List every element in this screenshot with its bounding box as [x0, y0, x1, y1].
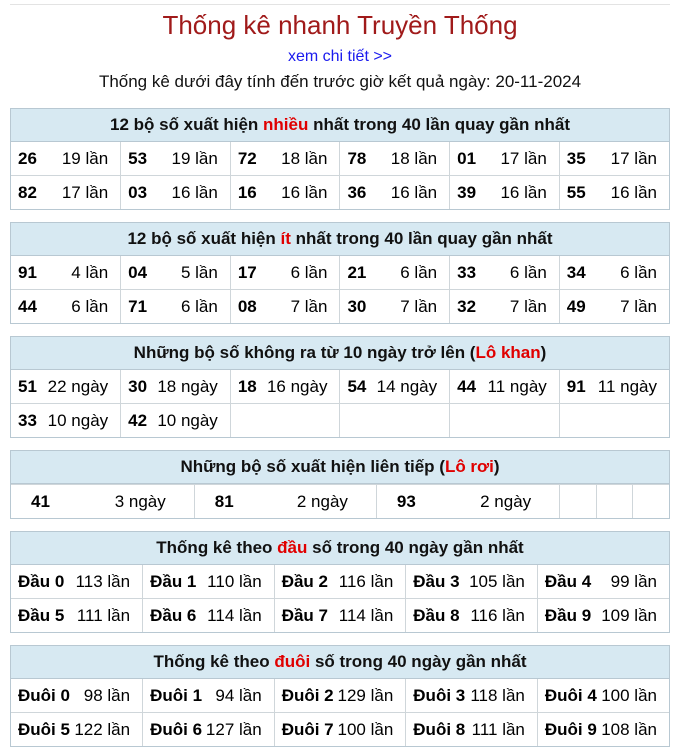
number-cell [230, 256, 340, 290]
number-cell-label: 53 [128, 148, 148, 168]
number-cell-count: 17 lần [610, 148, 657, 168]
lo-roi-cell-label: 41 [31, 491, 50, 511]
dau-cell-label: Đầu 0 [18, 571, 65, 591]
duoi-cell-count: 98 lần [83, 685, 131, 705]
dau-cell [11, 565, 143, 599]
dau-cell [406, 565, 538, 599]
duoi-cell-label: Đuôi 5 [18, 719, 70, 739]
lo-khan-cell-label: 54 [347, 376, 367, 396]
number-cell [11, 176, 121, 210]
number-cell-label: 33 [457, 262, 477, 282]
dau-cell-count: 116 lần [338, 571, 394, 591]
duoi-cell [406, 679, 538, 713]
number-cell [11, 142, 121, 176]
number-cell [340, 176, 450, 210]
number-cell-count: 7 lần [620, 296, 657, 316]
number-cell-count: 7 lần [400, 296, 438, 316]
page-title: Thống kê nhanh Truyền Thống [162, 10, 518, 40]
number-cell-label: 44 [18, 296, 37, 316]
number-cell [11, 256, 121, 290]
lo-khan-table [11, 370, 669, 437]
table-row [11, 565, 669, 599]
dau-cell-count: 110 lần [207, 571, 262, 591]
dau-cell-label: Đầu 4 [544, 571, 592, 591]
lo-khan-cell-label: 30 [128, 376, 148, 396]
lo-roi-section [10, 450, 670, 519]
duoi-cell [11, 679, 143, 713]
number-cell-count: 16 lần [500, 182, 547, 202]
number-cell [230, 176, 340, 210]
number-cell-count: 5 lần [180, 262, 218, 282]
duoi-cell-label: Đuôi 8 [413, 719, 466, 739]
duoi-cell-label: Đuôi 4 [544, 685, 597, 705]
number-cell [559, 256, 669, 290]
number-cell-count: 6 lần [180, 296, 218, 316]
dau-cell-count: 116 lần [470, 605, 525, 625]
table-row [11, 679, 669, 713]
table-row [11, 256, 669, 290]
detail-link[interactable]: xem chi tiết >> [287, 48, 393, 65]
number-cell-count: 6 lần [400, 262, 438, 282]
duoi-cell-count: 108 lần [601, 719, 657, 739]
number-cell-count: 17 lần [500, 148, 547, 168]
duoi-cell-count: 122 lần [74, 719, 131, 739]
duoi-cell-count: 94 lần [215, 685, 262, 705]
lo-khan-header: Những bộ số không ra từ 10 ngày trở lên (Lô khan) [11, 337, 669, 370]
lo-khan-cell [11, 404, 121, 438]
duoi-cell [537, 679, 669, 713]
dau-cell [11, 599, 143, 633]
number-cell-count: 6 lần [71, 296, 109, 316]
dau-cell-label: Đầu 1 [150, 571, 197, 591]
lo-roi-cell [376, 485, 559, 519]
least-frequent-section [10, 222, 670, 324]
dau-cell-count: 109 lần [601, 605, 657, 625]
duoi-cell-label: Đuôi 2 [281, 685, 334, 705]
dau-cell-count: 105 lần [469, 571, 525, 591]
duoi-cell [143, 679, 275, 713]
number-cell [340, 256, 450, 290]
number-cell-count: 16 lần [390, 182, 438, 202]
number-cell [121, 290, 231, 324]
most-frequent-section [10, 108, 670, 210]
empty-cell [596, 485, 632, 519]
dau-cell [274, 599, 406, 633]
number-cell-count: 16 lần [281, 182, 328, 202]
number-cell-count: 16 lần [171, 182, 218, 202]
lo-khan-cell [559, 370, 669, 404]
lo-khan-cell-count: 16 ngày [266, 376, 328, 396]
lo-khan-cell [230, 370, 340, 404]
number-cell-label: 17 [237, 262, 257, 282]
page-subtitle: Thống kê dưới đây tính đến trước giờ kết quả ngày: 20-11-2024 [98, 72, 582, 91]
lo-khan-cell [450, 370, 560, 404]
number-cell-label: 32 [457, 296, 477, 316]
dau-cell [143, 599, 275, 633]
lo-roi-cell-count: 3 ngày [114, 491, 166, 511]
duoi-cell-label: Đuôi 1 [150, 685, 203, 705]
duoi-cell-label: Đuôi 0 [18, 685, 70, 705]
number-cell-label: 49 [566, 296, 586, 316]
number-cell-count: 6 lần [509, 262, 547, 282]
number-cell [11, 290, 121, 324]
dau-cell-label: Đầu 6 [150, 605, 197, 625]
number-cell-label: 91 [18, 262, 37, 282]
table-row [11, 404, 669, 438]
lo-khan-cell-count: 22 ngày [47, 376, 109, 396]
number-cell [121, 256, 231, 290]
dau-stats-table [11, 565, 669, 632]
number-cell [230, 290, 340, 324]
lo-khan-cell [121, 404, 231, 438]
dau-cell-count: 113 lần [75, 571, 131, 591]
dau-cell-label: Đầu 8 [413, 605, 460, 625]
dau-stats-header: Thống kê theo đầu số trong 40 ngày gần nhất [11, 532, 669, 565]
lo-khan-cell-count: 10 ngày [157, 410, 218, 430]
table-row [11, 485, 669, 519]
dau-cell-label: Đầu 7 [281, 605, 328, 625]
table-row [11, 599, 669, 633]
number-cell-label: 16 [237, 182, 257, 202]
table-row [11, 142, 669, 176]
number-cell-label: 21 [347, 262, 367, 282]
number-cell-count: 4 lần [71, 262, 109, 282]
table-row [11, 370, 669, 404]
lo-khan-cell [121, 370, 231, 404]
duoi-cell-label: Đuôi 9 [544, 719, 597, 739]
number-cell-label: 72 [237, 148, 257, 168]
least-frequent-header: 12 bộ số xuất hiện ít nhất trong 40 lần quay gần nhất [11, 223, 669, 256]
dau-cell-count: 114 lần [338, 605, 394, 625]
number-cell-label: 36 [347, 182, 367, 202]
table-row [11, 713, 669, 747]
lo-khan-cell-label: 33 [18, 410, 37, 430]
number-cell-label: 78 [347, 148, 367, 168]
lo-khan-cell [11, 370, 121, 404]
number-cell-count: 19 lần [61, 148, 109, 168]
number-cell-count: 18 lần [390, 148, 438, 168]
number-cell-count: 6 lần [290, 262, 328, 282]
lo-roi-cell-label: 93 [396, 491, 416, 511]
dau-cell-count: 114 lần [207, 605, 262, 625]
lo-roi-cell-count: 2 ngày [480, 491, 532, 511]
number-cell-count: 17 lần [61, 182, 109, 202]
number-cell-count: 18 lần [281, 148, 328, 168]
dau-cell-label: Đầu 3 [413, 571, 460, 591]
table-row [11, 290, 669, 324]
number-cell-label: 30 [347, 296, 367, 316]
lo-khan-cell-count: 18 ngày [157, 376, 218, 396]
number-cell [450, 256, 560, 290]
duoi-cell [537, 713, 669, 747]
duoi-cell [11, 713, 143, 747]
table-row [11, 176, 669, 210]
number-cell [340, 142, 450, 176]
number-cell [450, 142, 560, 176]
lo-roi-cell-label: 81 [214, 491, 234, 511]
duoi-cell-count: 100 lần [601, 685, 657, 705]
number-cell [559, 290, 669, 324]
lo-khan-cell-count: 11 ngày [597, 376, 657, 396]
number-cell-label: 03 [128, 182, 148, 202]
lo-khan-cell-label: 44 [457, 376, 477, 396]
number-cell-label: 08 [237, 296, 257, 316]
number-cell [559, 142, 669, 176]
duoi-cell-count: 129 lần [337, 685, 394, 705]
empty-cell [560, 485, 596, 519]
lo-khan-cell-label: 91 [566, 376, 586, 396]
lo-khan-cell [559, 404, 669, 438]
number-cell-label: 39 [457, 182, 477, 202]
number-cell-label: 01 [457, 148, 477, 168]
duoi-cell [406, 713, 538, 747]
number-cell [450, 176, 560, 210]
number-cell-label: 35 [566, 148, 586, 168]
dau-cell [537, 565, 669, 599]
lo-khan-cell [230, 404, 340, 438]
lo-roi-cell [11, 485, 194, 519]
empty-cell [633, 485, 669, 519]
duoi-stats-section [10, 645, 670, 747]
number-cell-label: 55 [566, 182, 586, 202]
number-cell-label: 34 [566, 262, 586, 282]
dau-cell [537, 599, 669, 633]
dau-stats-section [10, 531, 670, 633]
duoi-cell-count: 111 lần [471, 719, 525, 739]
number-cell-count: 16 lần [610, 182, 657, 202]
dau-cell [274, 565, 406, 599]
number-cell [121, 142, 231, 176]
number-cell-label: 82 [18, 182, 37, 202]
dau-cell-count: 111 lần [76, 605, 131, 625]
lo-khan-cell [450, 404, 560, 438]
dau-cell-label: Đầu 2 [281, 571, 328, 591]
lo-khan-cell-label: 42 [128, 410, 148, 430]
number-cell-count: 6 lần [620, 262, 657, 282]
duoi-cell-count: 118 lần [470, 685, 525, 705]
lo-khan-cell-label: 51 [18, 376, 37, 396]
duoi-cell [274, 679, 406, 713]
dau-cell-count: 99 lần [610, 571, 657, 591]
dau-cell-label: Đầu 9 [544, 605, 592, 625]
number-cell-label: 26 [18, 148, 37, 168]
number-cell [559, 176, 669, 210]
number-cell-count: 7 lần [509, 296, 547, 316]
lo-khan-cell-label: 18 [237, 376, 257, 396]
number-cell-label: 71 [128, 296, 148, 316]
number-cell [121, 176, 231, 210]
lo-khan-section [10, 336, 670, 438]
lo-khan-cell [340, 370, 450, 404]
most-frequent-header: 12 bộ số xuất hiện nhiều nhất trong 40 lần quay gần nhất [11, 109, 669, 142]
number-cell-label: 04 [128, 262, 148, 282]
duoi-cell-count: 127 lần [205, 719, 262, 739]
dau-cell [406, 599, 538, 633]
lo-roi-cell [194, 485, 376, 519]
lo-khan-cell-count: 11 ngày [487, 376, 547, 396]
duoi-cell-label: Đuôi 3 [413, 685, 466, 705]
dau-cell [143, 565, 275, 599]
lo-khan-cell [340, 404, 450, 438]
number-cell [340, 290, 450, 324]
duoi-cell [143, 713, 275, 747]
number-cell [230, 142, 340, 176]
least-frequent-table [11, 256, 669, 323]
number-cell [450, 290, 560, 324]
lo-roi-table [11, 484, 669, 518]
lo-khan-cell-count: 10 ngày [47, 410, 109, 430]
number-cell-count: 7 lần [290, 296, 328, 316]
most-frequent-table [11, 142, 669, 209]
dau-cell-label: Đầu 5 [18, 605, 65, 625]
lo-khan-cell-count: 14 ngày [376, 376, 438, 396]
top-divider [10, 4, 670, 5]
duoi-stats-table [11, 679, 669, 746]
lo-roi-cell-count: 2 ngày [296, 491, 348, 511]
lo-roi-header: Những bộ số xuất hiện liên tiếp (Lô rơi) [11, 451, 669, 484]
duoi-cell-label: Đuôi 7 [281, 719, 334, 739]
duoi-cell-label: Đuôi 6 [150, 719, 203, 739]
duoi-cell [274, 713, 406, 747]
duoi-stats-header: Thống kê theo đuôi số trong 40 ngày gần nhất [11, 646, 669, 679]
duoi-cell-count: 100 lần [337, 719, 394, 739]
number-cell-count: 19 lần [171, 148, 218, 168]
